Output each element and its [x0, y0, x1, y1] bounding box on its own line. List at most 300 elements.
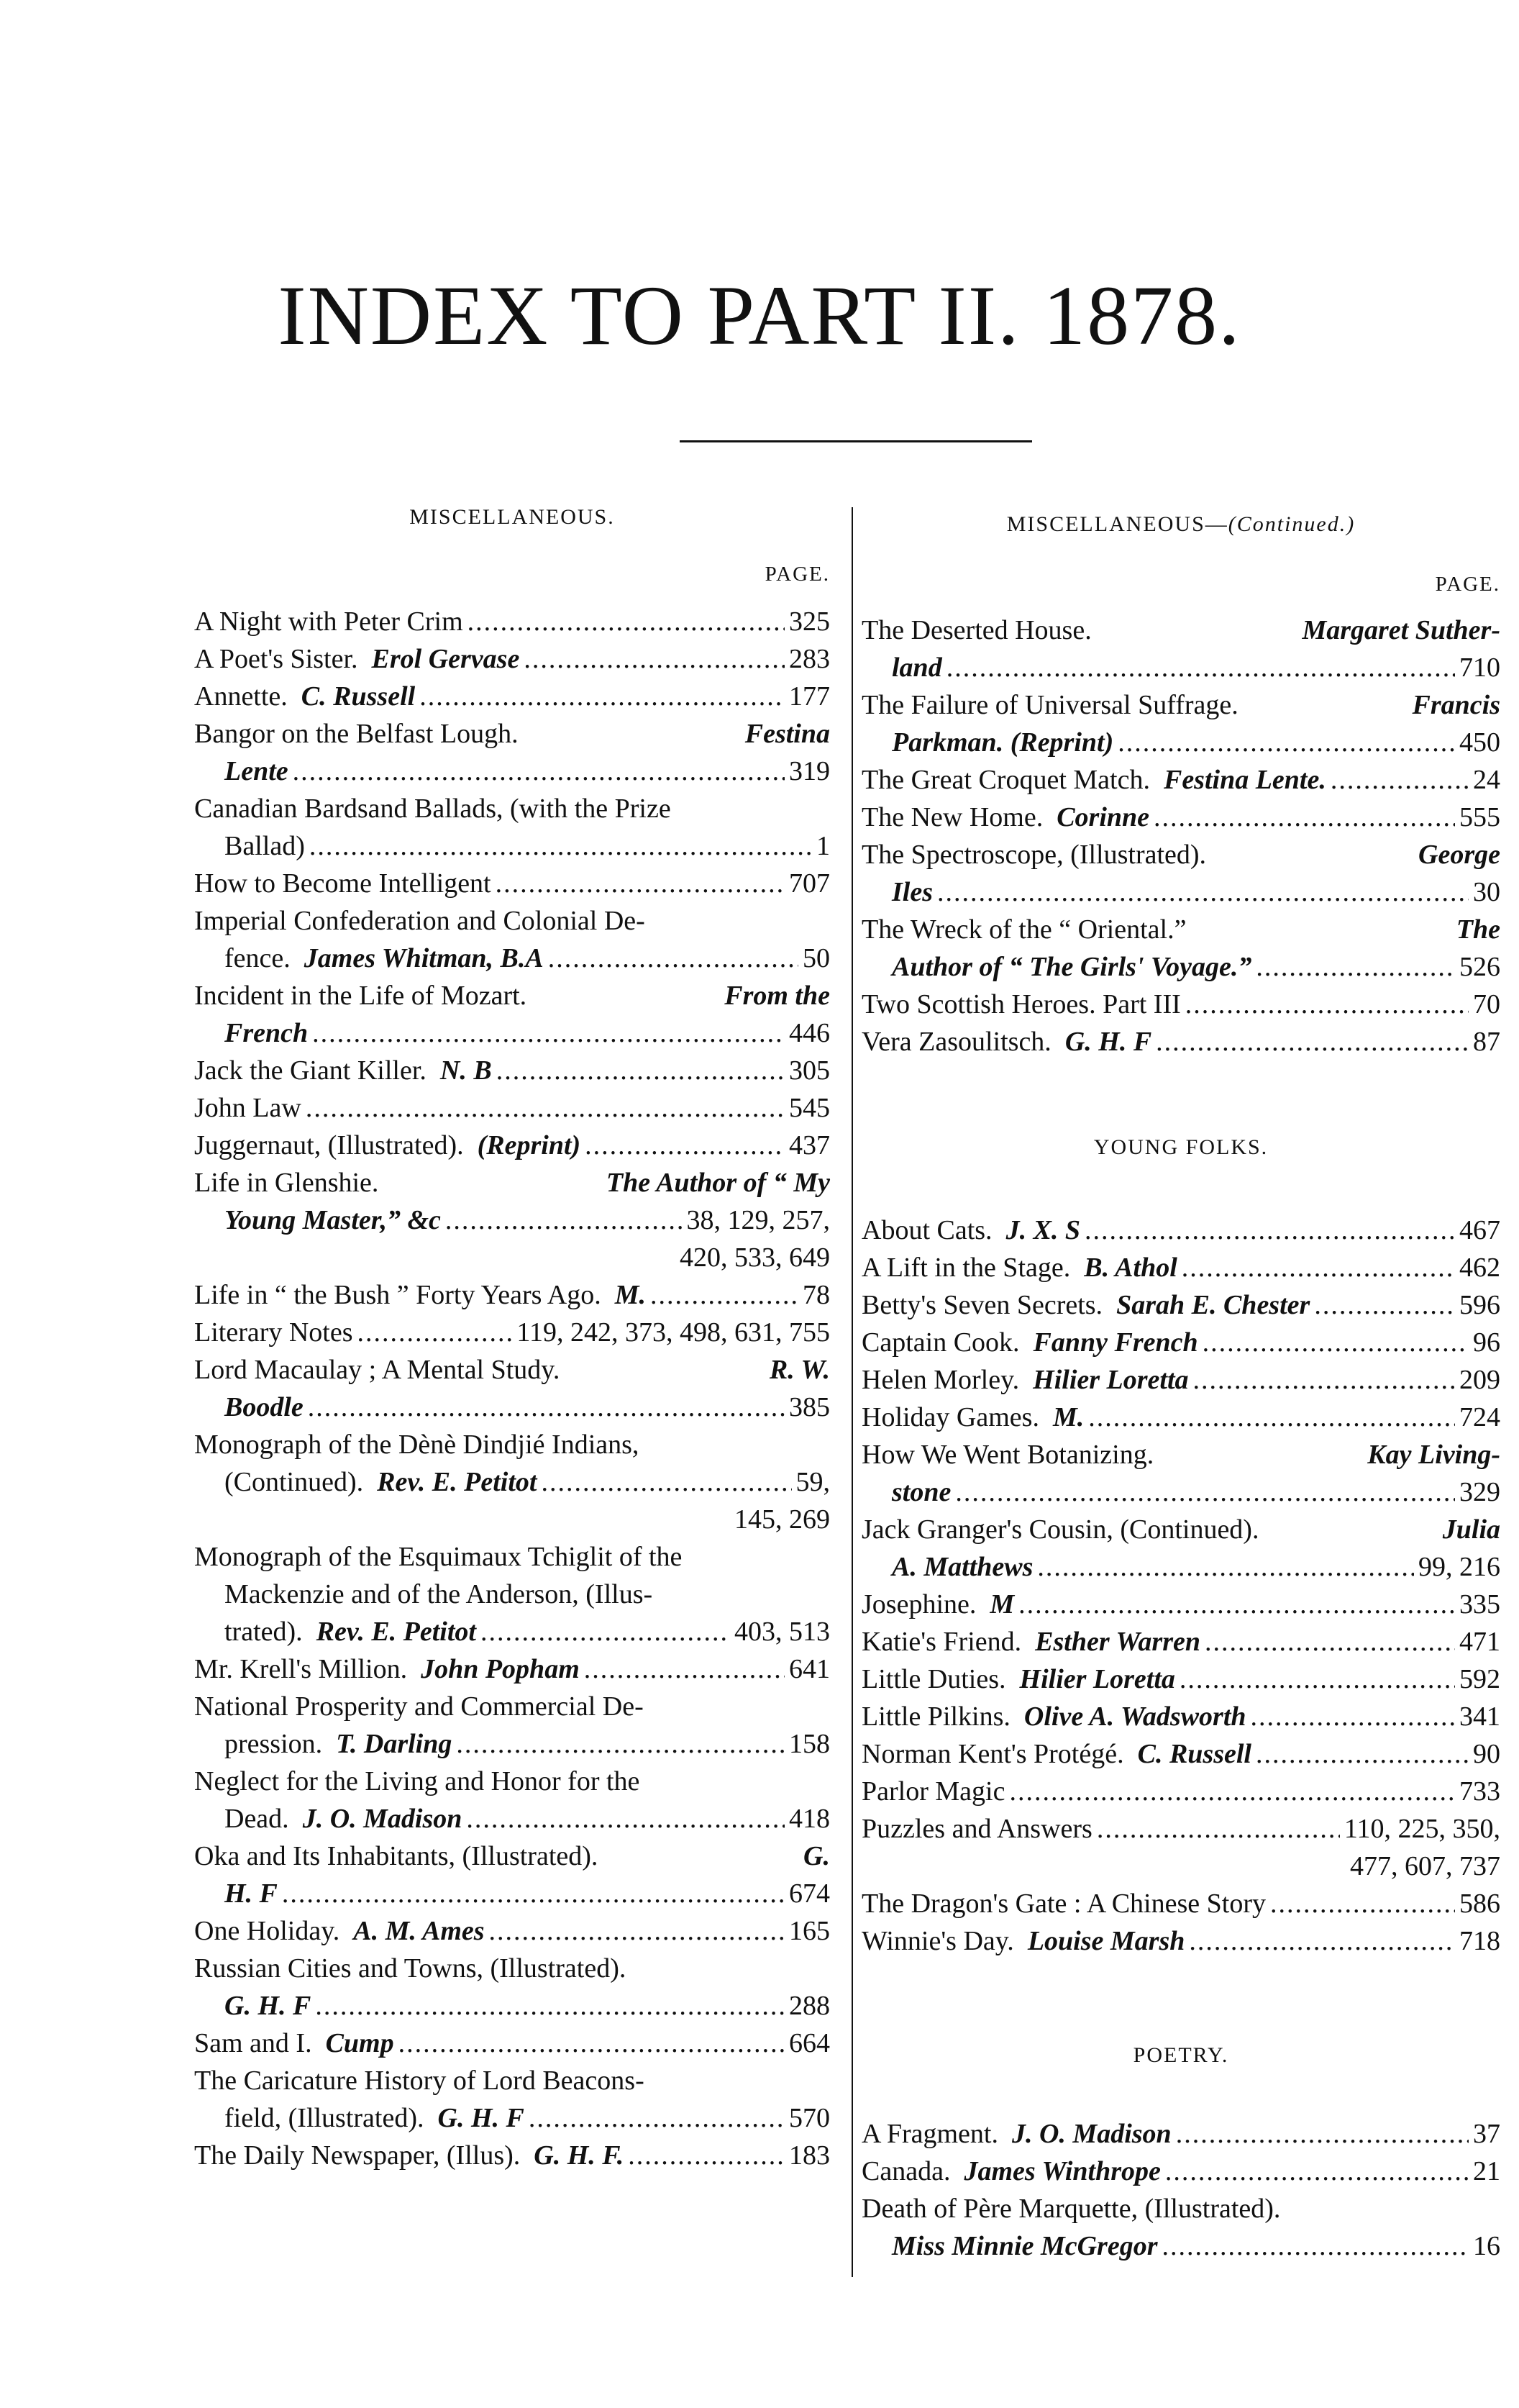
entry-line	[862, 1885, 1500, 1922]
entry-title: National Prosperity and Commercial De-	[194, 1691, 644, 1722]
entry-author: C. Russell	[1137, 1739, 1251, 1769]
entry-line-continued	[194, 1800, 830, 1837]
entry-line	[194, 1912, 830, 1950]
leader-dots	[584, 1650, 785, 1688]
entry-author: M.	[1052, 1402, 1085, 1432]
entry-page: 596	[1459, 1290, 1500, 1320]
entry-author: J. O. Madison	[302, 1804, 462, 1834]
entry-title: Mr. Krell's Million.	[194, 1654, 408, 1684]
entry-page: 319	[789, 756, 830, 786]
entry-author: T. Darling	[336, 1729, 452, 1759]
entry-author-continued: Miss Minnie McGregor	[892, 2231, 1158, 2261]
entry-line	[194, 2062, 830, 2099]
entry-author: M.	[614, 1280, 647, 1310]
entry-line	[862, 1212, 1500, 1249]
entry-page-continued: 145, 269	[734, 1504, 830, 1535]
index-entry	[194, 1314, 830, 1351]
entry-title: John Law	[194, 1093, 301, 1123]
index-entry	[862, 1623, 1500, 1660]
entry-line	[194, 603, 830, 640]
heading-continued-text: (Continued.)	[1228, 512, 1356, 536]
entry-line	[194, 1950, 830, 1987]
entry-line-continued	[194, 1239, 830, 1276]
entry-line	[194, 1763, 830, 1800]
entry-title: Russian Cities and Towns, (Illustrated).	[194, 1953, 626, 1984]
index-entry	[194, 1426, 830, 1538]
entry-line	[862, 1361, 1500, 1399]
entry-author: Erol Gervase	[371, 644, 520, 674]
entry-author-continued: Author of “ The Girls' Voyage.”	[892, 952, 1252, 982]
leader-dots	[1154, 799, 1455, 836]
entry-author-continued: Young Master,” &c	[224, 1205, 441, 1235]
entry-line	[194, 790, 830, 827]
entry-line-continued	[862, 1548, 1500, 1586]
entry-author: Rev. E. Petitot	[377, 1467, 537, 1497]
leader-dots	[1156, 1023, 1469, 1060]
entry-title: The Daily Newspaper, (Illus).	[194, 2140, 521, 2171]
entry-line	[862, 1511, 1500, 1548]
entry-page: 158	[789, 1729, 830, 1759]
entry-line	[194, 977, 830, 1014]
entry-title: Helen Morley.	[862, 1365, 1020, 1395]
leader-dots	[467, 603, 785, 640]
entry-page: 119, 242, 373, 498, 631, 755	[516, 1317, 830, 1348]
entry-title: Death of Père Marquette, (Illustrated).	[862, 2194, 1281, 2224]
entry-page: 16	[1473, 2231, 1500, 2261]
entry-line	[862, 2115, 1500, 2153]
index-entry	[194, 678, 830, 715]
entry-line	[862, 986, 1500, 1023]
entry-author: N. B	[439, 1055, 492, 1086]
entry-line	[862, 1810, 1500, 1848]
entry-author-continued: Boodle	[224, 1392, 304, 1422]
leader-dots	[308, 1389, 785, 1426]
entry-list-miscellaneous-continued	[862, 612, 1500, 1060]
entry-author: Margaret Suther-	[1302, 615, 1500, 645]
entry-line	[862, 1399, 1500, 1436]
entry-line	[862, 1698, 1500, 1735]
leader-dots	[1189, 1922, 1455, 1960]
entry-line	[194, 1538, 830, 1576]
leader-dots	[306, 1089, 785, 1127]
entry-title: The Spectroscope, (Illustrated).	[862, 840, 1207, 870]
entry-author-continued: A. Matthews	[892, 1552, 1034, 1582]
entry-title-continued: (Continued).	[224, 1467, 364, 1497]
entry-line-continued	[194, 1987, 830, 2025]
entry-page: 305	[789, 1055, 830, 1086]
entry-page: 586	[1459, 1889, 1500, 1919]
entry-line	[862, 1623, 1500, 1660]
leader-dots	[1256, 1735, 1469, 1773]
index-entry	[862, 1399, 1500, 1436]
entry-line	[194, 1688, 830, 1725]
section-heading-miscellaneous: MISCELLANEOUS.	[409, 505, 615, 529]
index-entry	[862, 612, 1500, 686]
leader-dots	[1018, 1586, 1455, 1623]
entry-line	[194, 678, 830, 715]
entry-line	[194, 2025, 830, 2062]
entry-page: 570	[789, 2103, 830, 2133]
entry-author: M	[990, 1589, 1015, 1619]
index-entry	[194, 1837, 830, 1912]
entry-author: C. Russell	[301, 681, 416, 712]
entry-author: The	[1456, 914, 1500, 945]
entry-line-continued	[862, 1473, 1500, 1511]
entry-title: Little Pilkins.	[862, 1701, 1011, 1732]
entry-line-continued	[194, 1725, 830, 1763]
leader-dots	[524, 640, 785, 678]
entry-author-continued: land	[892, 653, 942, 683]
entry-line-continued	[862, 724, 1500, 761]
leader-dots	[585, 1127, 785, 1164]
entry-line	[862, 2153, 1500, 2190]
entry-line	[862, 799, 1500, 836]
leader-dots	[480, 1613, 730, 1650]
section-heading-miscellaneous-continued	[862, 512, 1500, 537]
entry-title: Annette.	[194, 681, 288, 712]
index-entry	[862, 1023, 1500, 1060]
entry-page: 87	[1473, 1027, 1500, 1057]
index-entry	[194, 2137, 830, 2174]
entry-page: 99, 216	[1418, 1552, 1500, 1582]
entry-line	[862, 1660, 1500, 1698]
entry-author: Esther Warren	[1035, 1627, 1200, 1657]
entry-line	[862, 1286, 1500, 1324]
entry-line-continued	[194, 2099, 830, 2137]
leader-dots	[1193, 1361, 1455, 1399]
entry-line	[194, 1276, 830, 1314]
column-divider	[852, 507, 853, 2277]
index-entry	[862, 1922, 1500, 1960]
entry-page: 437	[789, 1130, 830, 1160]
leader-dots	[1037, 1548, 1414, 1586]
index-entry	[194, 1538, 830, 1650]
index-entry	[862, 1249, 1500, 1286]
leader-dots	[529, 2099, 785, 2137]
entry-page: 183	[789, 2140, 830, 2171]
index-entry	[862, 911, 1500, 986]
entry-line	[194, 1127, 830, 1164]
entry-line	[862, 2190, 1500, 2227]
entry-line	[862, 836, 1500, 873]
entry-line-continued	[194, 940, 830, 977]
leader-dots	[541, 1463, 791, 1501]
entry-line	[862, 761, 1500, 799]
index-entry	[194, 790, 830, 865]
entry-author: Kay Living-	[1367, 1440, 1500, 1470]
index-entry	[862, 1735, 1500, 1773]
index-entry	[862, 1436, 1500, 1511]
leader-dots	[1162, 2227, 1469, 2265]
entry-line	[862, 1922, 1500, 1960]
entry-page: 403, 513	[734, 1617, 830, 1647]
entry-title: Neglect for the Living and Honor for the	[194, 1766, 640, 1796]
leader-dots	[1203, 1324, 1469, 1361]
leader-dots	[489, 1912, 785, 1950]
entry-title: Josephine.	[862, 1589, 977, 1619]
leader-dots	[282, 1875, 785, 1912]
leader-dots	[1314, 1286, 1455, 1324]
entry-author: G.	[803, 1841, 830, 1871]
index-entry	[194, 1089, 830, 1127]
page-column-label: PAGE.	[1435, 573, 1500, 596]
entry-author: Cump	[325, 2028, 394, 2058]
index-entry	[862, 836, 1500, 911]
entry-line-continued	[194, 1201, 830, 1239]
entry-title: Jack the Giant Killer.	[194, 1055, 426, 1086]
index-entry	[194, 1912, 830, 1950]
leader-dots	[357, 1314, 513, 1351]
entry-line	[862, 1773, 1500, 1810]
entry-page-continued: 420, 533, 649	[680, 1242, 830, 1273]
entry-title: Betty's Seven Secrets.	[862, 1290, 1103, 1320]
index-entry	[194, 1052, 830, 1089]
entry-author-continued: H. F	[224, 1878, 278, 1909]
entry-page: 710	[1459, 653, 1500, 683]
index-entry	[862, 1324, 1500, 1361]
entry-page: 385	[789, 1392, 830, 1422]
leader-dots	[1251, 1698, 1455, 1735]
index-entry	[862, 2153, 1500, 2190]
index-entry	[862, 1810, 1500, 1885]
entry-line-continued	[862, 873, 1500, 911]
entry-line	[862, 1324, 1500, 1361]
entry-title-continued: field, (Illustrated).	[224, 2103, 424, 2133]
leader-dots	[937, 873, 1469, 911]
entry-title: The Failure of Universal Suffrage.	[862, 690, 1239, 720]
entry-title: The New Home.	[862, 802, 1044, 832]
index-entry	[862, 1773, 1500, 1810]
entry-line-continued	[862, 2227, 1500, 2265]
entry-title: Literary Notes	[194, 1317, 353, 1348]
entry-page: 21	[1473, 2156, 1500, 2186]
entry-page: 592	[1459, 1664, 1500, 1694]
index-entry	[862, 799, 1500, 836]
entry-author: The Author of “ My	[606, 1168, 830, 1198]
entry-author: Festina Lente.	[1163, 765, 1326, 795]
entry-page: 467	[1459, 1215, 1500, 1245]
entry-line-continued	[194, 1463, 830, 1501]
entry-page: 471	[1459, 1627, 1500, 1657]
index-entry	[194, 865, 830, 902]
leader-dots	[1256, 948, 1455, 986]
entry-page: 165	[789, 1916, 830, 1946]
entry-page: 724	[1459, 1402, 1500, 1432]
entry-author: J. X. S	[1005, 1215, 1081, 1245]
entry-title: Jack Granger's Cousin, (Continued).	[862, 1514, 1259, 1545]
entry-title-continued: pression.	[224, 1729, 323, 1759]
entry-title: The Caricature History of Lord Beacons-	[194, 2066, 644, 2096]
entry-line	[862, 612, 1500, 649]
leader-dots	[1180, 1660, 1455, 1698]
entry-title: A Fragment.	[862, 2119, 998, 2149]
entry-author: G. H. F.	[534, 2140, 624, 2171]
entry-page: 335	[1459, 1589, 1500, 1619]
entry-title: Lord Macaulay ; A Mental Study.	[194, 1355, 560, 1385]
entry-title: Incident in the Life of Mozart.	[194, 981, 527, 1011]
entry-title: The Great Croquet Match.	[862, 765, 1150, 795]
leader-dots	[456, 1725, 785, 1763]
entry-author: Rev. E. Petitot	[316, 1617, 476, 1647]
entry-page: 329	[1459, 1477, 1500, 1507]
entry-line	[194, 865, 830, 902]
leader-dots	[315, 1987, 785, 2025]
entry-author: Francis	[1412, 690, 1500, 720]
entry-page: 37	[1473, 2119, 1500, 2149]
entry-page: 733	[1459, 1776, 1500, 1807]
entry-title: Holiday Games.	[862, 1402, 1039, 1432]
entry-title: Canada.	[862, 2156, 951, 2186]
entry-line	[862, 1586, 1500, 1623]
entry-title: Oka and Its Inhabitants, (Illustrated).	[194, 1841, 598, 1871]
entry-page: 90	[1473, 1739, 1500, 1769]
entry-title: Imperial Confederation and Colonial De-	[194, 906, 645, 936]
entry-page: 641	[789, 1654, 830, 1684]
entry-page: 283	[789, 644, 830, 674]
entry-page: 30	[1473, 877, 1500, 907]
entry-title: How We Went Botanizing.	[862, 1440, 1154, 1470]
index-entry	[862, 2115, 1500, 2153]
entry-author: Julia	[1442, 1514, 1500, 1545]
entry-author: James Whitman, B.A	[304, 943, 544, 973]
entry-line-continued	[194, 1389, 830, 1426]
index-entry	[862, 1212, 1500, 1249]
leader-dots	[946, 649, 1455, 686]
entry-line-continued	[194, 1501, 830, 1538]
entry-title-continued: Dead.	[224, 1804, 289, 1834]
entry-author: Olive A. Wadsworth	[1023, 1701, 1246, 1732]
index-entry	[194, 1763, 830, 1837]
entry-page-continued: 477, 607, 737	[1350, 1851, 1500, 1881]
leader-dots	[1009, 1773, 1455, 1810]
entry-author: (Reprint)	[477, 1130, 581, 1160]
entry-page: 24	[1473, 765, 1500, 795]
section-heading-poetry: POETRY.	[1133, 2043, 1229, 2067]
entry-page: 325	[789, 606, 830, 637]
leader-dots	[1182, 1249, 1455, 1286]
index-entry	[194, 1650, 830, 1688]
entry-page: 526	[1459, 952, 1500, 982]
leader-dots	[955, 1473, 1455, 1511]
leader-dots	[1176, 2115, 1469, 2153]
entry-title: Two Scottish Heroes. Part III	[862, 989, 1181, 1019]
entry-line-continued	[194, 1613, 830, 1650]
index-entry	[194, 1351, 830, 1426]
entry-author: J. O. Madison	[1011, 2119, 1172, 2149]
page-title: INDEX TO PART II. 1878.	[278, 268, 1241, 363]
entry-title: One Holiday.	[194, 1916, 340, 1946]
entry-title: Little Duties.	[862, 1664, 1006, 1694]
entry-title-continued: fence.	[224, 943, 291, 973]
leader-dots	[1205, 1623, 1455, 1660]
entry-page: 418	[789, 1804, 830, 1834]
leader-dots	[309, 827, 812, 865]
leader-dots	[312, 1014, 785, 1052]
entry-title: Captain Cook.	[862, 1327, 1020, 1358]
entry-page: 341	[1459, 1701, 1500, 1732]
leader-dots	[419, 678, 785, 715]
entry-title: The Dragon's Gate : A Chinese Story	[862, 1889, 1266, 1919]
entry-title: Katie's Friend.	[862, 1627, 1022, 1657]
leader-dots	[1270, 1885, 1455, 1922]
leader-dots	[496, 865, 785, 902]
index-entry	[862, 1660, 1500, 1698]
entry-page: 50	[803, 943, 830, 973]
entry-line	[862, 1249, 1500, 1286]
index-entry	[862, 986, 1500, 1023]
entry-line-continued	[194, 1576, 830, 1613]
entry-page: 38, 129, 257,	[686, 1205, 830, 1235]
entry-page: 674	[789, 1878, 830, 1909]
heading-text: MISCELLANEOUS—	[1006, 512, 1228, 536]
entry-author: G. H. F	[1064, 1027, 1152, 1057]
index-entry	[194, 1688, 830, 1763]
entry-title: Winnie's Day.	[862, 1926, 1014, 1956]
entry-author: Fanny French	[1033, 1327, 1198, 1358]
entry-author: From the	[724, 981, 830, 1011]
entry-author: Louise Marsh	[1027, 1926, 1185, 1956]
entry-line	[194, 1837, 830, 1875]
entry-page: 1	[816, 831, 830, 861]
entry-title: How to Become Intelligent	[194, 868, 491, 899]
leader-dots	[445, 1201, 683, 1239]
entry-author-continued: Parkman. (Reprint)	[892, 727, 1114, 758]
entry-title-continued: Ballad)	[224, 831, 305, 861]
entry-page: 209	[1459, 1365, 1500, 1395]
index-entry	[194, 902, 830, 977]
entry-line	[862, 1436, 1500, 1473]
entry-page: 96	[1473, 1327, 1500, 1358]
entry-line	[194, 715, 830, 753]
entry-title: The Wreck of the “ Oriental.”	[862, 914, 1187, 945]
entry-title: Bangor on the Belfast Lough.	[194, 719, 519, 749]
section-heading-young-folks: YOUNG FOLKS.	[1093, 1135, 1269, 1159]
entry-title: Life in “ the Bush ” Forty Years Ago.	[194, 1280, 601, 1310]
entry-page: 664	[789, 2028, 830, 2058]
index-entry	[194, 1127, 830, 1164]
entry-page: 555	[1459, 802, 1500, 832]
entry-line	[194, 1052, 830, 1089]
index-entry	[862, 1361, 1500, 1399]
index-entry	[194, 977, 830, 1052]
entry-author: Hilier Loretta	[1019, 1664, 1175, 1694]
entry-page: 545	[789, 1093, 830, 1123]
entry-title: A Night with Peter Crim	[194, 606, 463, 637]
leader-dots	[1085, 1212, 1455, 1249]
index-entry	[194, 1950, 830, 2025]
index-entry	[194, 1276, 830, 1314]
entry-page: 78	[803, 1280, 830, 1310]
entry-title: The Deserted House.	[862, 615, 1092, 645]
entry-line	[194, 1650, 830, 1688]
entry-author-continued: Lente	[224, 756, 288, 786]
leader-dots	[650, 1276, 798, 1314]
entry-title-continued: trated).	[224, 1617, 303, 1647]
entry-line-continued	[194, 827, 830, 865]
entry-line	[862, 1023, 1500, 1060]
leader-dots	[1088, 1399, 1455, 1436]
leader-dots	[398, 2025, 785, 2062]
entry-page: 177	[789, 681, 830, 712]
entry-list-poetry	[862, 2115, 1500, 2265]
entry-page: 450	[1459, 727, 1500, 758]
entry-line-continued	[862, 649, 1500, 686]
entry-title: Vera Zasoulitsch.	[862, 1027, 1052, 1057]
index-entry	[862, 1511, 1500, 1586]
entry-author: Hilier Loretta	[1033, 1365, 1189, 1395]
index-entry	[194, 640, 830, 678]
entry-page: 462	[1459, 1253, 1500, 1283]
